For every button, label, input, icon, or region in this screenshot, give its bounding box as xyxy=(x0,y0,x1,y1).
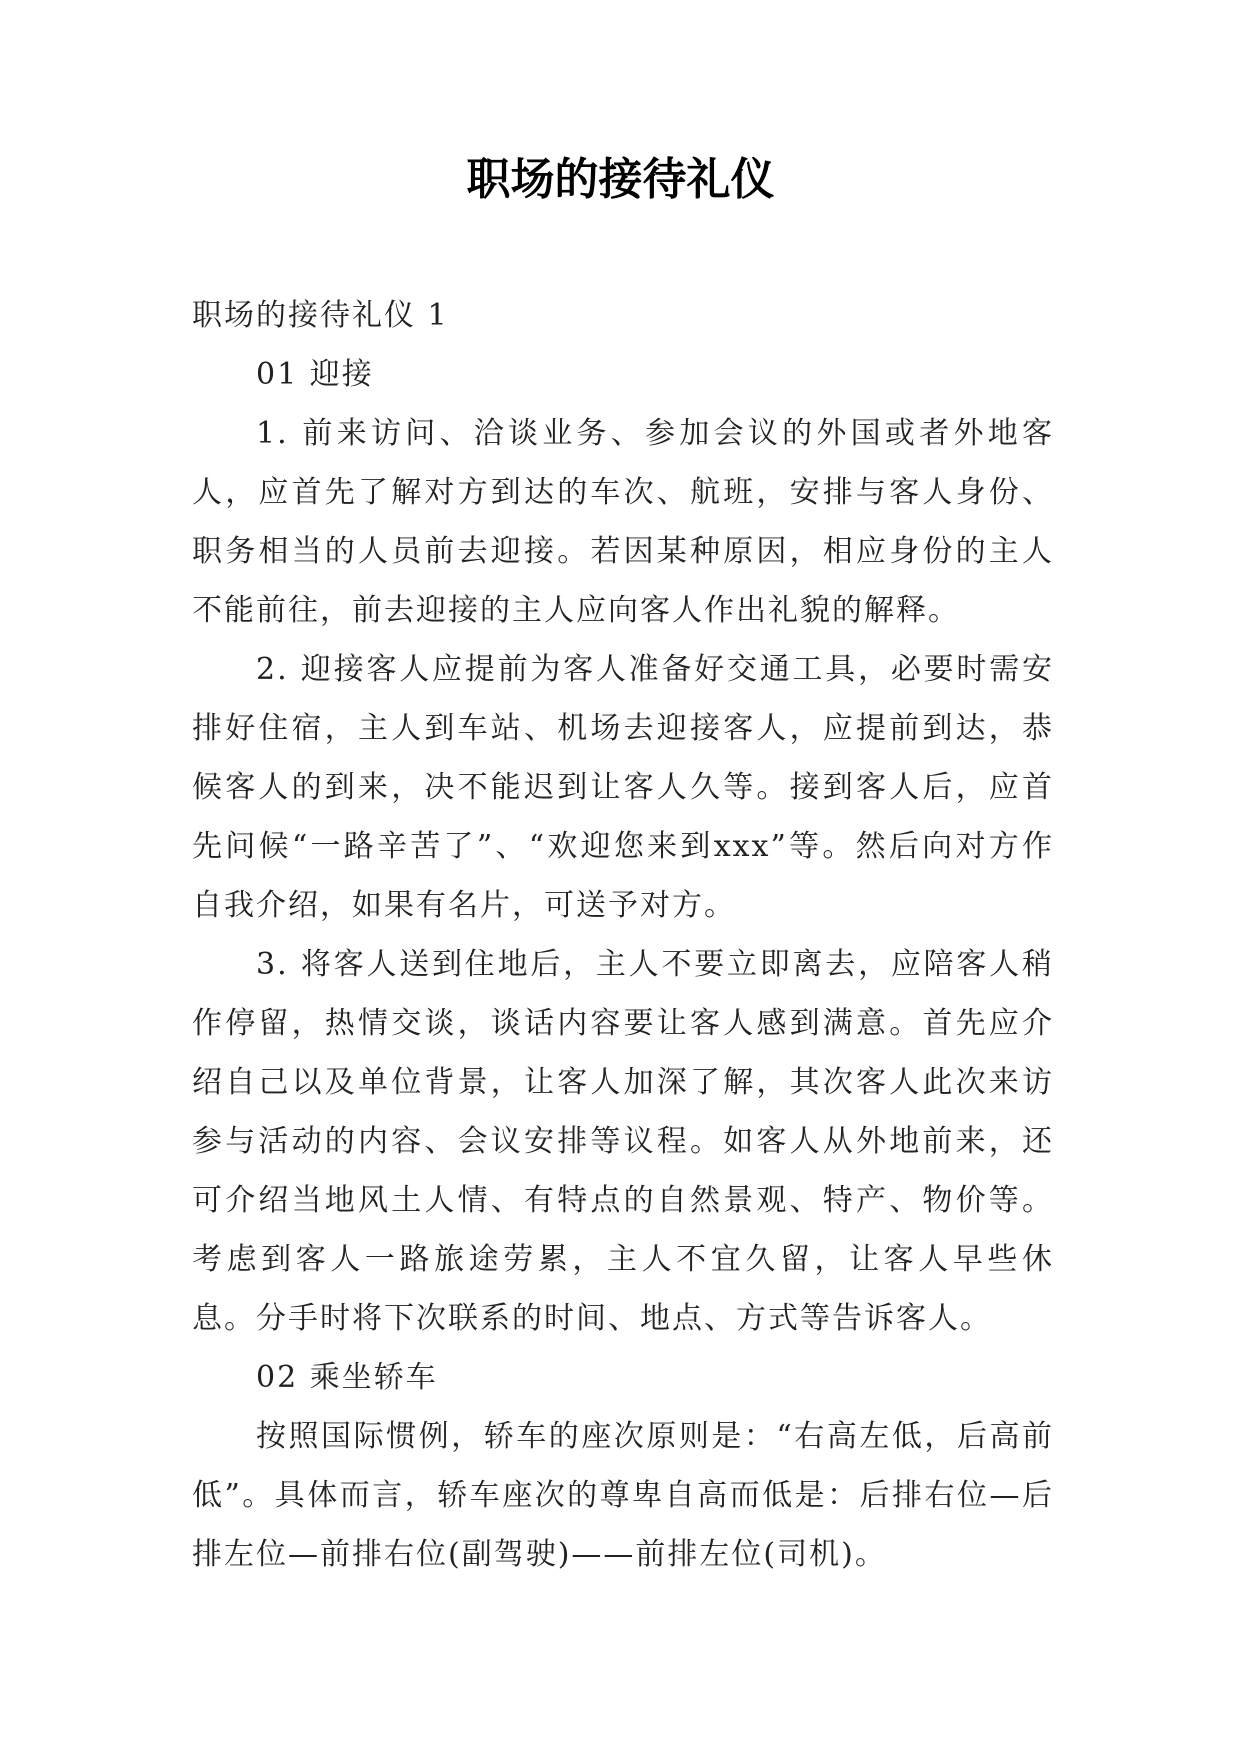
paragraph-3: 3. 将客人送到住地后，主人不要立即离去，应陪客人稍作停留，热情交谈，谈话内容要让客人感到满意。首先应介绍自己以及单位背景，让客人加深了解，其次客人此次来访参与活动的内容、会议安排等议程。如客人从外地前来，还可介绍当地风土人情、有特点的自然景观、特产、物价等。考虑到客人一路旅途劳累，主人不宜久留，让客人早些休息。分手时将下次联系的时间、地点、方式等告诉客人。 xyxy=(192,947,1054,1336)
section-heading-car: 02 乘坐轿车 xyxy=(256,1360,438,1395)
document-body xyxy=(192,286,1054,1584)
paragraph-2: 2. 迎接客人应提前为客人准备好交通工具，必要时需安排好住宿，主人到车站、机场去迎接客人，应提前到达，恭候客人的到来，决不能迟到让客人久等。接到客人后，应首先问候“一路辛苦了”、“欢迎您来到xxx”等。然后向对方作自我介绍，如果有名片，可送予对方。 xyxy=(192,652,1054,923)
section-heading-welcome: 01 迎接 xyxy=(256,357,374,392)
paragraph-4: 按照国际惯例，轿车的座次原则是：“右高左低，后高前低”。具体而言，轿车座次的尊卑自高而低是：后排右位—后排左位—前排右位(副驾驶)——前排左位(司机)。 xyxy=(192,1419,1054,1572)
paragraph-1: 1. 前来访问、洽谈业务、参加会议的外国或者外地客人，应首先了解对方到达的车次、航班，安排与客人身份、职务相当的人员前去迎接。若因某种原因，相应身份的主人不能前往，前去迎接的主人应向客人作出礼貌的解释。 xyxy=(192,416,1054,628)
document-subtitle: 职场的接待礼仪 1 xyxy=(192,298,449,333)
document-title: 职场的接待礼仪 xyxy=(466,154,775,205)
